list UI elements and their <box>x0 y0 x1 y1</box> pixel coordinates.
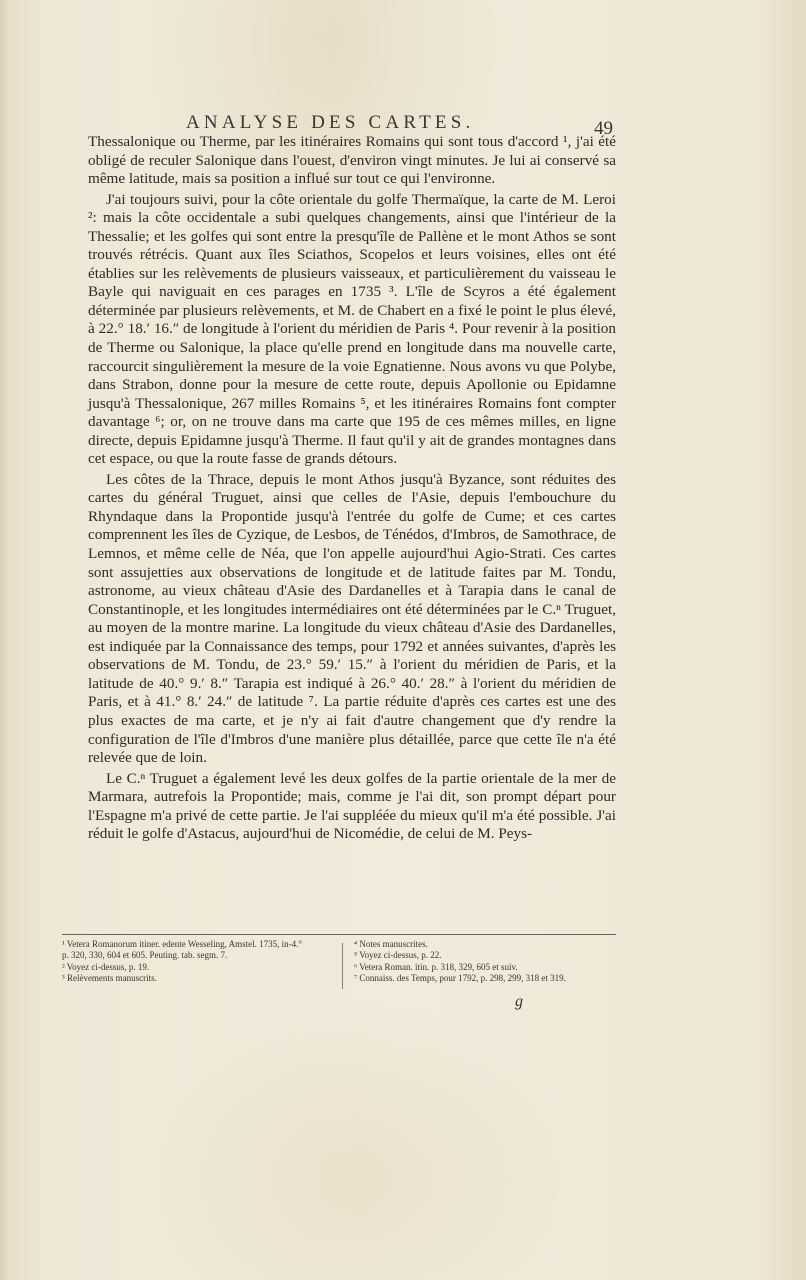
footnote-4: ⁴ Notes manuscrites. <box>354 939 428 949</box>
footnote-1: ¹ Vetera Romanorum itiner. edente Wesseling, Amstel. 1735, in-4.° <box>62 939 302 949</box>
footnote-7: ⁷ Connaiss. des Temps, pour 1792, p. 298, 299, 318 et 319. <box>354 973 566 984</box>
signature-mark: g <box>515 993 523 1010</box>
footnote-rule <box>62 934 616 935</box>
footnote-5: ⁵ Voyez ci-dessus, p. 22. <box>354 950 442 961</box>
footnote-6: ⁶ Vetera Roman. itin. p. 318, 329, 605 et suiv. <box>354 961 518 972</box>
paragraph-4: Le C.ⁿ Truguet a également levé les deux golfes de la partie orientale de la mer de Marmara, autrefois la Propontide; mais, comme je l'ai dit, son prompt départ pour l'Espagne m'a privé de cette partie. Je l'ai suppléée du mieux qu'il m'a été possible. J'ai réduit le golfe d'Astacus, aujourd'hui de Nicomédie, de celui de M. Peys- <box>88 769 616 843</box>
footnote-3: ³ Relèvements manuscrits. <box>62 973 157 984</box>
footnotes-left-column <box>62 939 330 985</box>
footnote-1-cont: p. 320, 330, 604 et 605. Peuting. tab. segm. 7. <box>62 950 228 961</box>
paragraph-2: J'ai toujours suivi, pour la côte orientale du golfe Thermaïque, la carte de M. Leroi ²: mais la côte occidentale a subi quelques changements, ainsi que l'intérieur de la Thessalie; et les golfes qui sont entre la presqu'île de Pallène et le mont Athos se sont trouvés rétrécis. Quant aux îles Sciathos, Scopelos et leurs voisines, elles ont été établies sur les relèvements de plusieurs vaisseaux, et particulièrement du vaisseau le Bayle qui naviguait en ces parages en 1735 ³. L'île de Scyros a été également déterminée par plusieurs relèvements, et M. de Chabert en a fixé le point le plus élevé, à 22.° 18.′ 16.″ de longitude à l'orient du méridien de Paris ⁴. Pour revenir à la position de Therme ou Salonique, la place qu'elle prend en longitude dans ma nouvelle carte, raccourcit singulièrement la mesure de la voie Egnatienne. Nous avons vu que Polybe, dans Strabon, donne pour la mesure de cette route, depuis Apollonie ou Epidamne jusqu'à Thessalonique, 267 milles Romains ⁵, et les itinéraires Romains font compter davantage ⁶; or, on ne trouve dans ma carte que 195 de ces mêmes milles, en ligne directe, depuis Epidamne jusqu'à Therme. Il faut qu'il y ait de grandes montagnes dans cet espace, ou que la route fasse de grands détours. <box>88 190 616 468</box>
footnote-column-divider <box>342 943 343 989</box>
running-title: ANALYSE DES CARTES. <box>186 112 475 133</box>
footnotes-right-column <box>354 939 622 985</box>
paragraph-3: Les côtes de la Thrace, depuis le mont Athos jusqu'à Byzance, sont réduites des cartes du général Truguet, ainsi que celles de l'Asie, depuis l'embouchure du Rhyndaque dans la Propontide jusqu'à l'entrée du golfe de Cume; et ces cartes comprennent les îles de Cyzique, de Lesbos, de Ténédos, d'Imbros, de Samothrace, de Lemnos, et même celle de Néa, que l'on appelle aujourd'hui Agio-Strati. Ces cartes sont assujetties aux observations de longitude et de latitude faites par M. Tondu, astronome, au vieux château d'Asie des Dardanelles et à Tarapia dans le canal de Constantinople, et les longitudes intermédiaires ont été déterminées par le C.ⁿ Truguet, au moyen de la montre marine. La longitude du vieux château d'Asie des Dardanelles, est indiquée par la Connaissance des temps, pour 1792 et années suivantes, d'après les observations de M. Tondu, de 23.° 59.′ 15.″ à l'orient du méridien de Paris, et la latitude de 40.° 9.′ 8.″ Tarapia est indiqué à 26.° 40.′ 28.″ à l'orient du méridien de Paris, et à 41.° 8.′ 24.″ de latitude ⁷. La partie réduite d'après ces cartes est une des plus exactes de ma carte, et je n'y ai fait d'autre changement que d'y rendre la configuration de l'île d'Imbros d'une manière plus détaillée, parce que cette île n'a été relevée que de loin. <box>88 470 616 767</box>
body-text <box>88 133 616 844</box>
footnote-2: ² Voyez ci-dessus, p. 19. <box>62 961 150 972</box>
page-edge-shadow <box>0 0 8 1280</box>
paragraph-1: Thessalonique ou Therme, par les itinéraires Romains qui sont tous d'accord ¹, j'ai été obligé de reculer Salonique dans l'ouest, d'environ vingt minutes. Je lui ai conservé sa même latitude, mais sa position a influé sur tout ce qui l'environne. <box>88 133 616 188</box>
page-number: 49 <box>594 118 613 139</box>
